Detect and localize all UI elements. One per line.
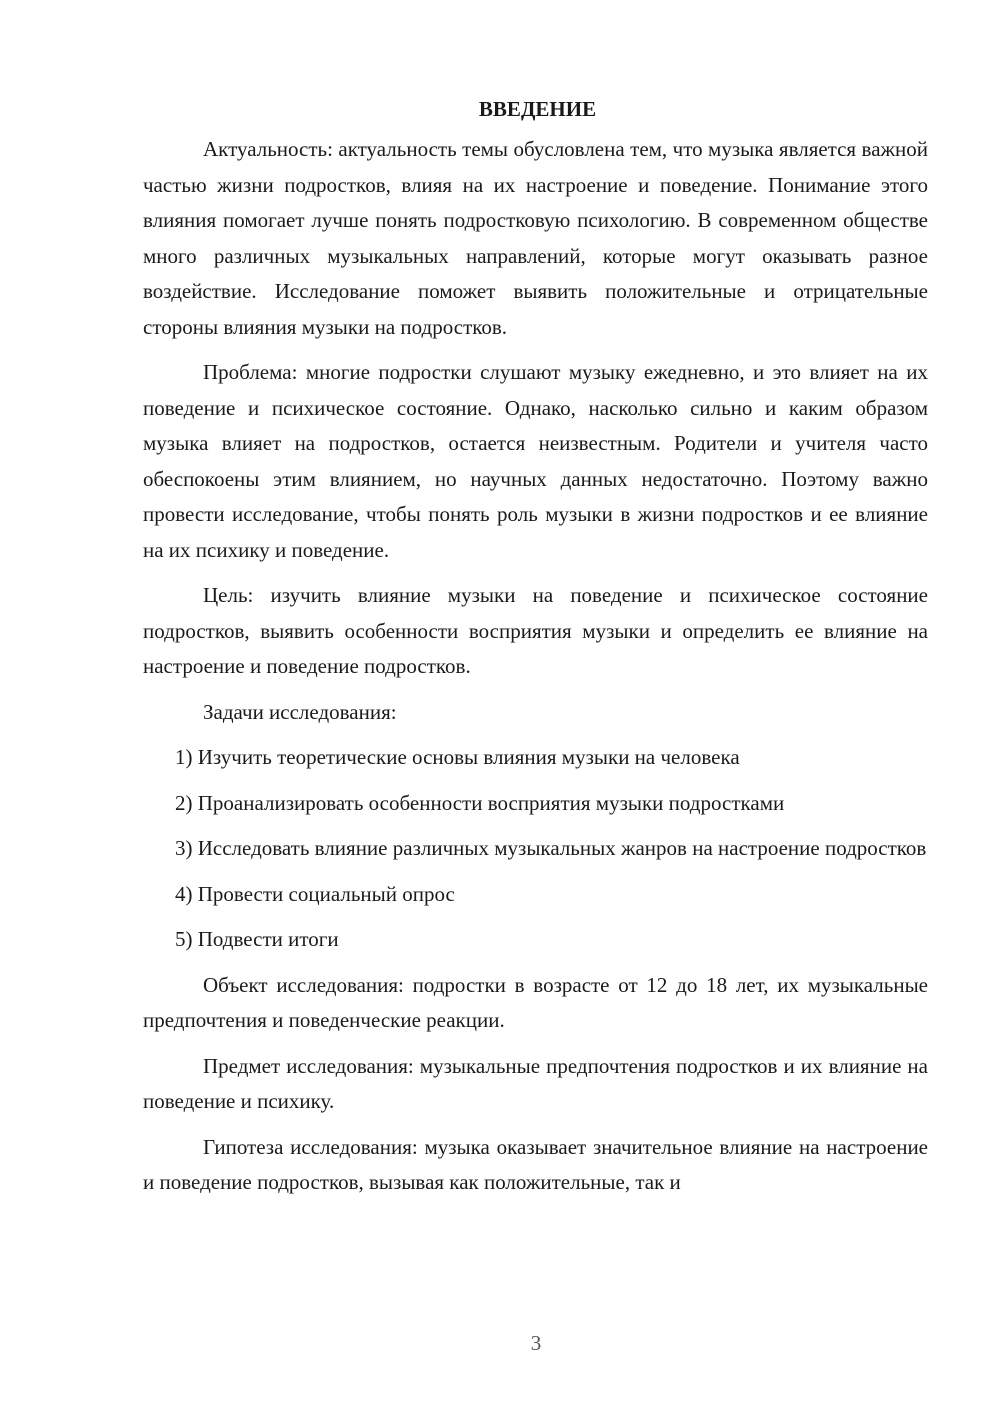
paragraph-subject: Предмет исследования: музыкальные предпочтения подростков и их влияние на поведение и психику. (143, 1053, 928, 1113)
task-item: 5) Подвести итоги (175, 927, 339, 951)
paragraph-relevance: Актуальность: актуальность темы обусловлена тем, что музыка является важной частью жизни подростков, влияя на их настроение и поведение. Понимание этого влияния помогает лучше понять подростковую психологию. В современном обществе много различных музыкальных направлений, которые могут оказывать разное воздействие. Исследование поможет выявить положительные и отрицательные стороны влияния музыки на подростков. (143, 137, 928, 339)
task-item: 1) Изучить теоретические основы влияния музыки на человека (175, 745, 740, 769)
task-item: 4) Провести социальный опрос (175, 881, 455, 906)
page-title: ВВЕДЕНИЕ (478, 97, 597, 121)
paragraph-problem: Проблема: многие подростки слушают музыку ежедневно, и это влияет на их поведение и психическое состояние. Однако, насколько сильно и каким образом музыка влияет на подростков, остается неизвестным. Родители и учителя часто обеспокоены этим влиянием, но научных данных недостаточно. Поэтому важно провести исследование, чтобы понять роль музыки в жизни подростков и ее влияние на их психику и поведение. (143, 360, 928, 562)
paragraph-goal: Цель: изучить влияние музыки на поведение и психическое состояние подростков, выявить особенности восприятия музыки и определить ее влияние на настроение и поведение подростков. (143, 583, 928, 678)
paragraph-hypothesis: Гипотеза исследования: музыка оказывает значительное влияние на настроение и поведение подростков, вызывая как положительные, так и (143, 1134, 928, 1194)
task-item: 2) Проанализировать особенности восприятия музыки подростками (175, 790, 785, 815)
paragraph-object: Объект исследования: подростки в возрасте от 12 до 18 лет, их музыкальные предпочтения и поведенческие реакции. (143, 972, 928, 1032)
task-item: 3) Исследовать влияние различных музыкальных жанров на настроение подростков (175, 836, 927, 860)
page-content (143, 92, 928, 1211)
tasks-title: Задачи исследования: (203, 699, 397, 724)
page-number: 3 (530, 1331, 542, 1355)
